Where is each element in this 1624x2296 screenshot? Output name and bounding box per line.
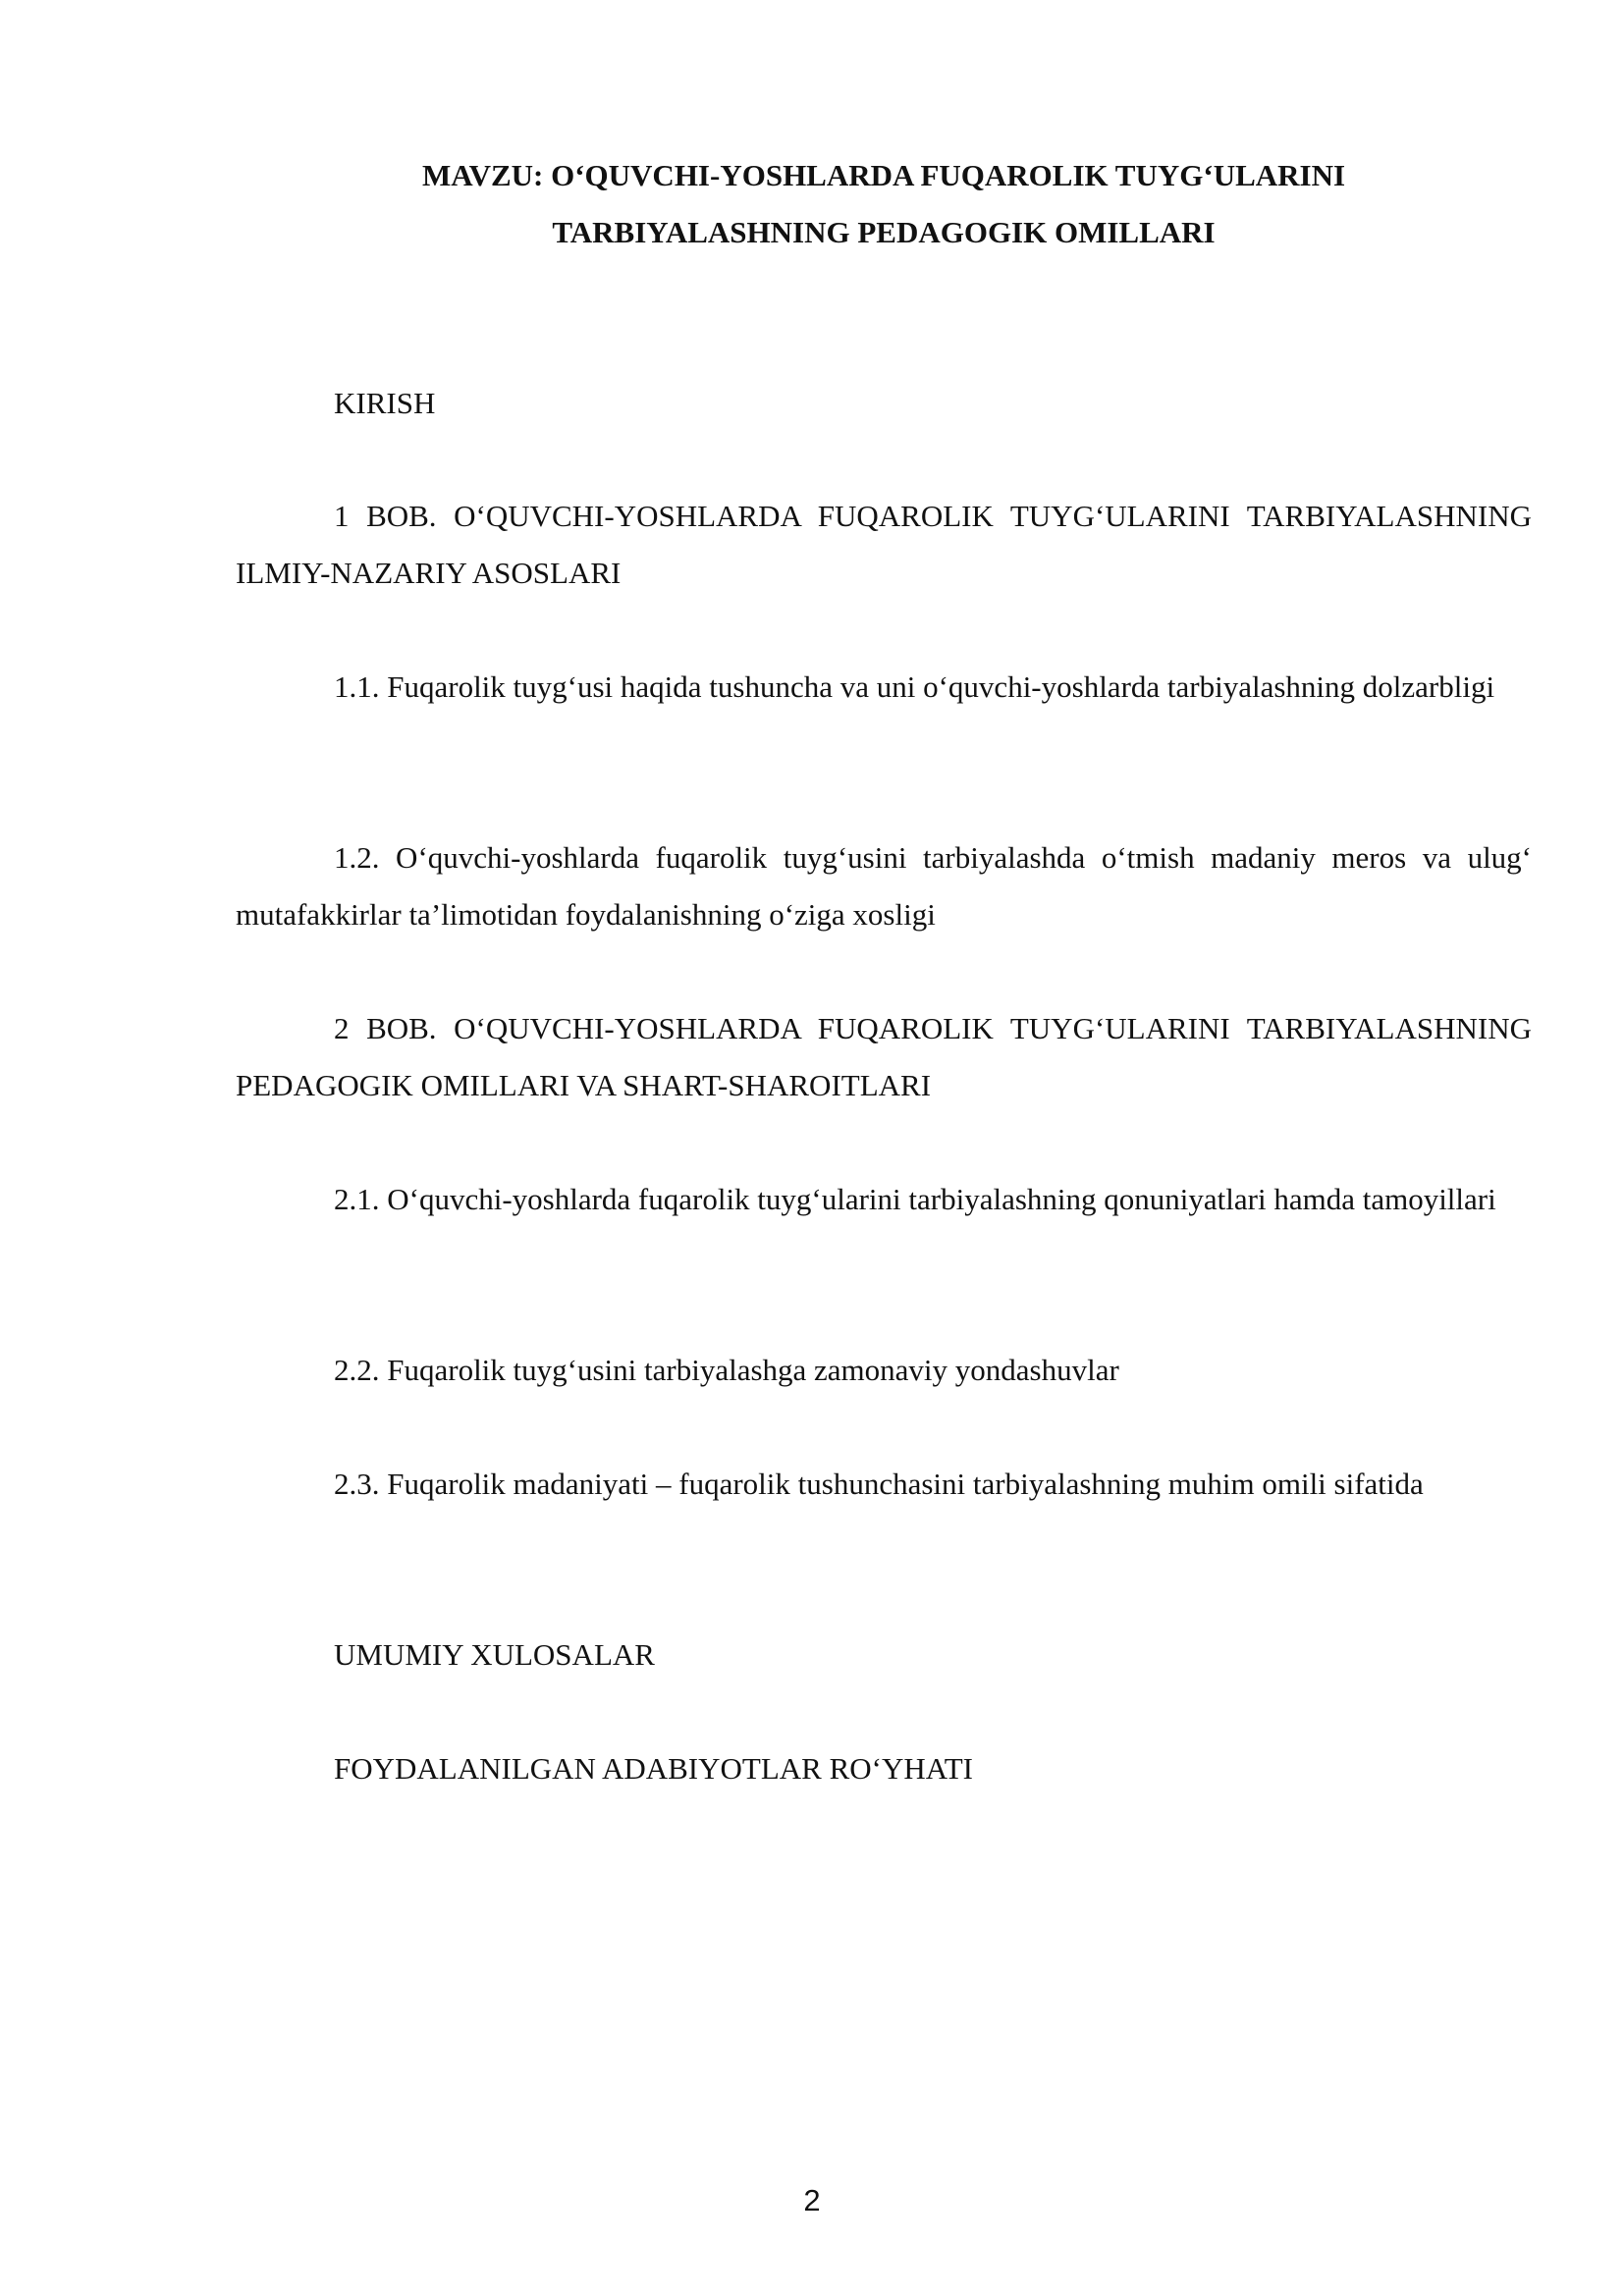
page-number: 2 bbox=[803, 2183, 821, 2217]
title-line-1: MAVZU: O‘QUVCHI-YOSHLARDA FUQAROLIK TUYG‘ULARINI bbox=[421, 158, 1346, 192]
toc-entry-section-2-3: 2.3. Fuqarolik madaniyati – fuqarolik tushunchasini tarbiyalashning muhim omili sifatida bbox=[334, 1467, 1424, 1501]
toc-entry-introduction: KIRISH bbox=[334, 386, 436, 420]
toc-entry-section-2-1: 2.1. O‘quvchi-yoshlarda fuqarolik tuyg‘ularini tarbiyalashning qonuniyatlari hamda tamoyillari bbox=[334, 1182, 1496, 1216]
toc-entry-chapter-2: 2 BOB. O‘QUVCHI-YOSHLARDA FUQAROLIK TUYG‘ULARINI TARBIYALASHNING PEDAGOGIK OMILLARI VA SHART-SHAROITLARI bbox=[236, 1011, 1532, 1102]
toc-entry-chapter-1: 1 BOB. O‘QUVCHI-YOSHLARDA FUQAROLIK TUYG‘ULARINI TARBIYALASHNING ILMIY-NAZARIY ASOSLARI bbox=[236, 499, 1532, 590]
toc-entry-section-2-2: 2.2. Fuqarolik tuyg‘usini tarbiyalashga zamonaviy yondashuvlar bbox=[334, 1353, 1119, 1387]
title-line-2: TARBIYALASHNING PEDAGOGIK OMILLARI bbox=[552, 215, 1216, 249]
toc-entry-conclusions: UMUMIY XULOSALAR bbox=[334, 1637, 655, 1672]
toc-entry-references: FOYDALANILGAN ADABIYOTLAR RO‘YHATI bbox=[334, 1751, 973, 1786]
toc-entry-section-1-1: 1.1. Fuqarolik tuyg‘usi haqida tushuncha va uni o‘quvchi-yoshlarda tarbiyalashning dolzarbligi bbox=[334, 669, 1495, 704]
document-title bbox=[236, 147, 1532, 261]
toc-entry-section-1-2: 1.2. O‘quvchi-yoshlarda fuqarolik tuyg‘usini tarbiyalashda o‘tmish madaniy meros va ulug‘ mutafakkirlar ta’limotidan foydalanishning o‘ziga xosligi bbox=[236, 840, 1532, 932]
